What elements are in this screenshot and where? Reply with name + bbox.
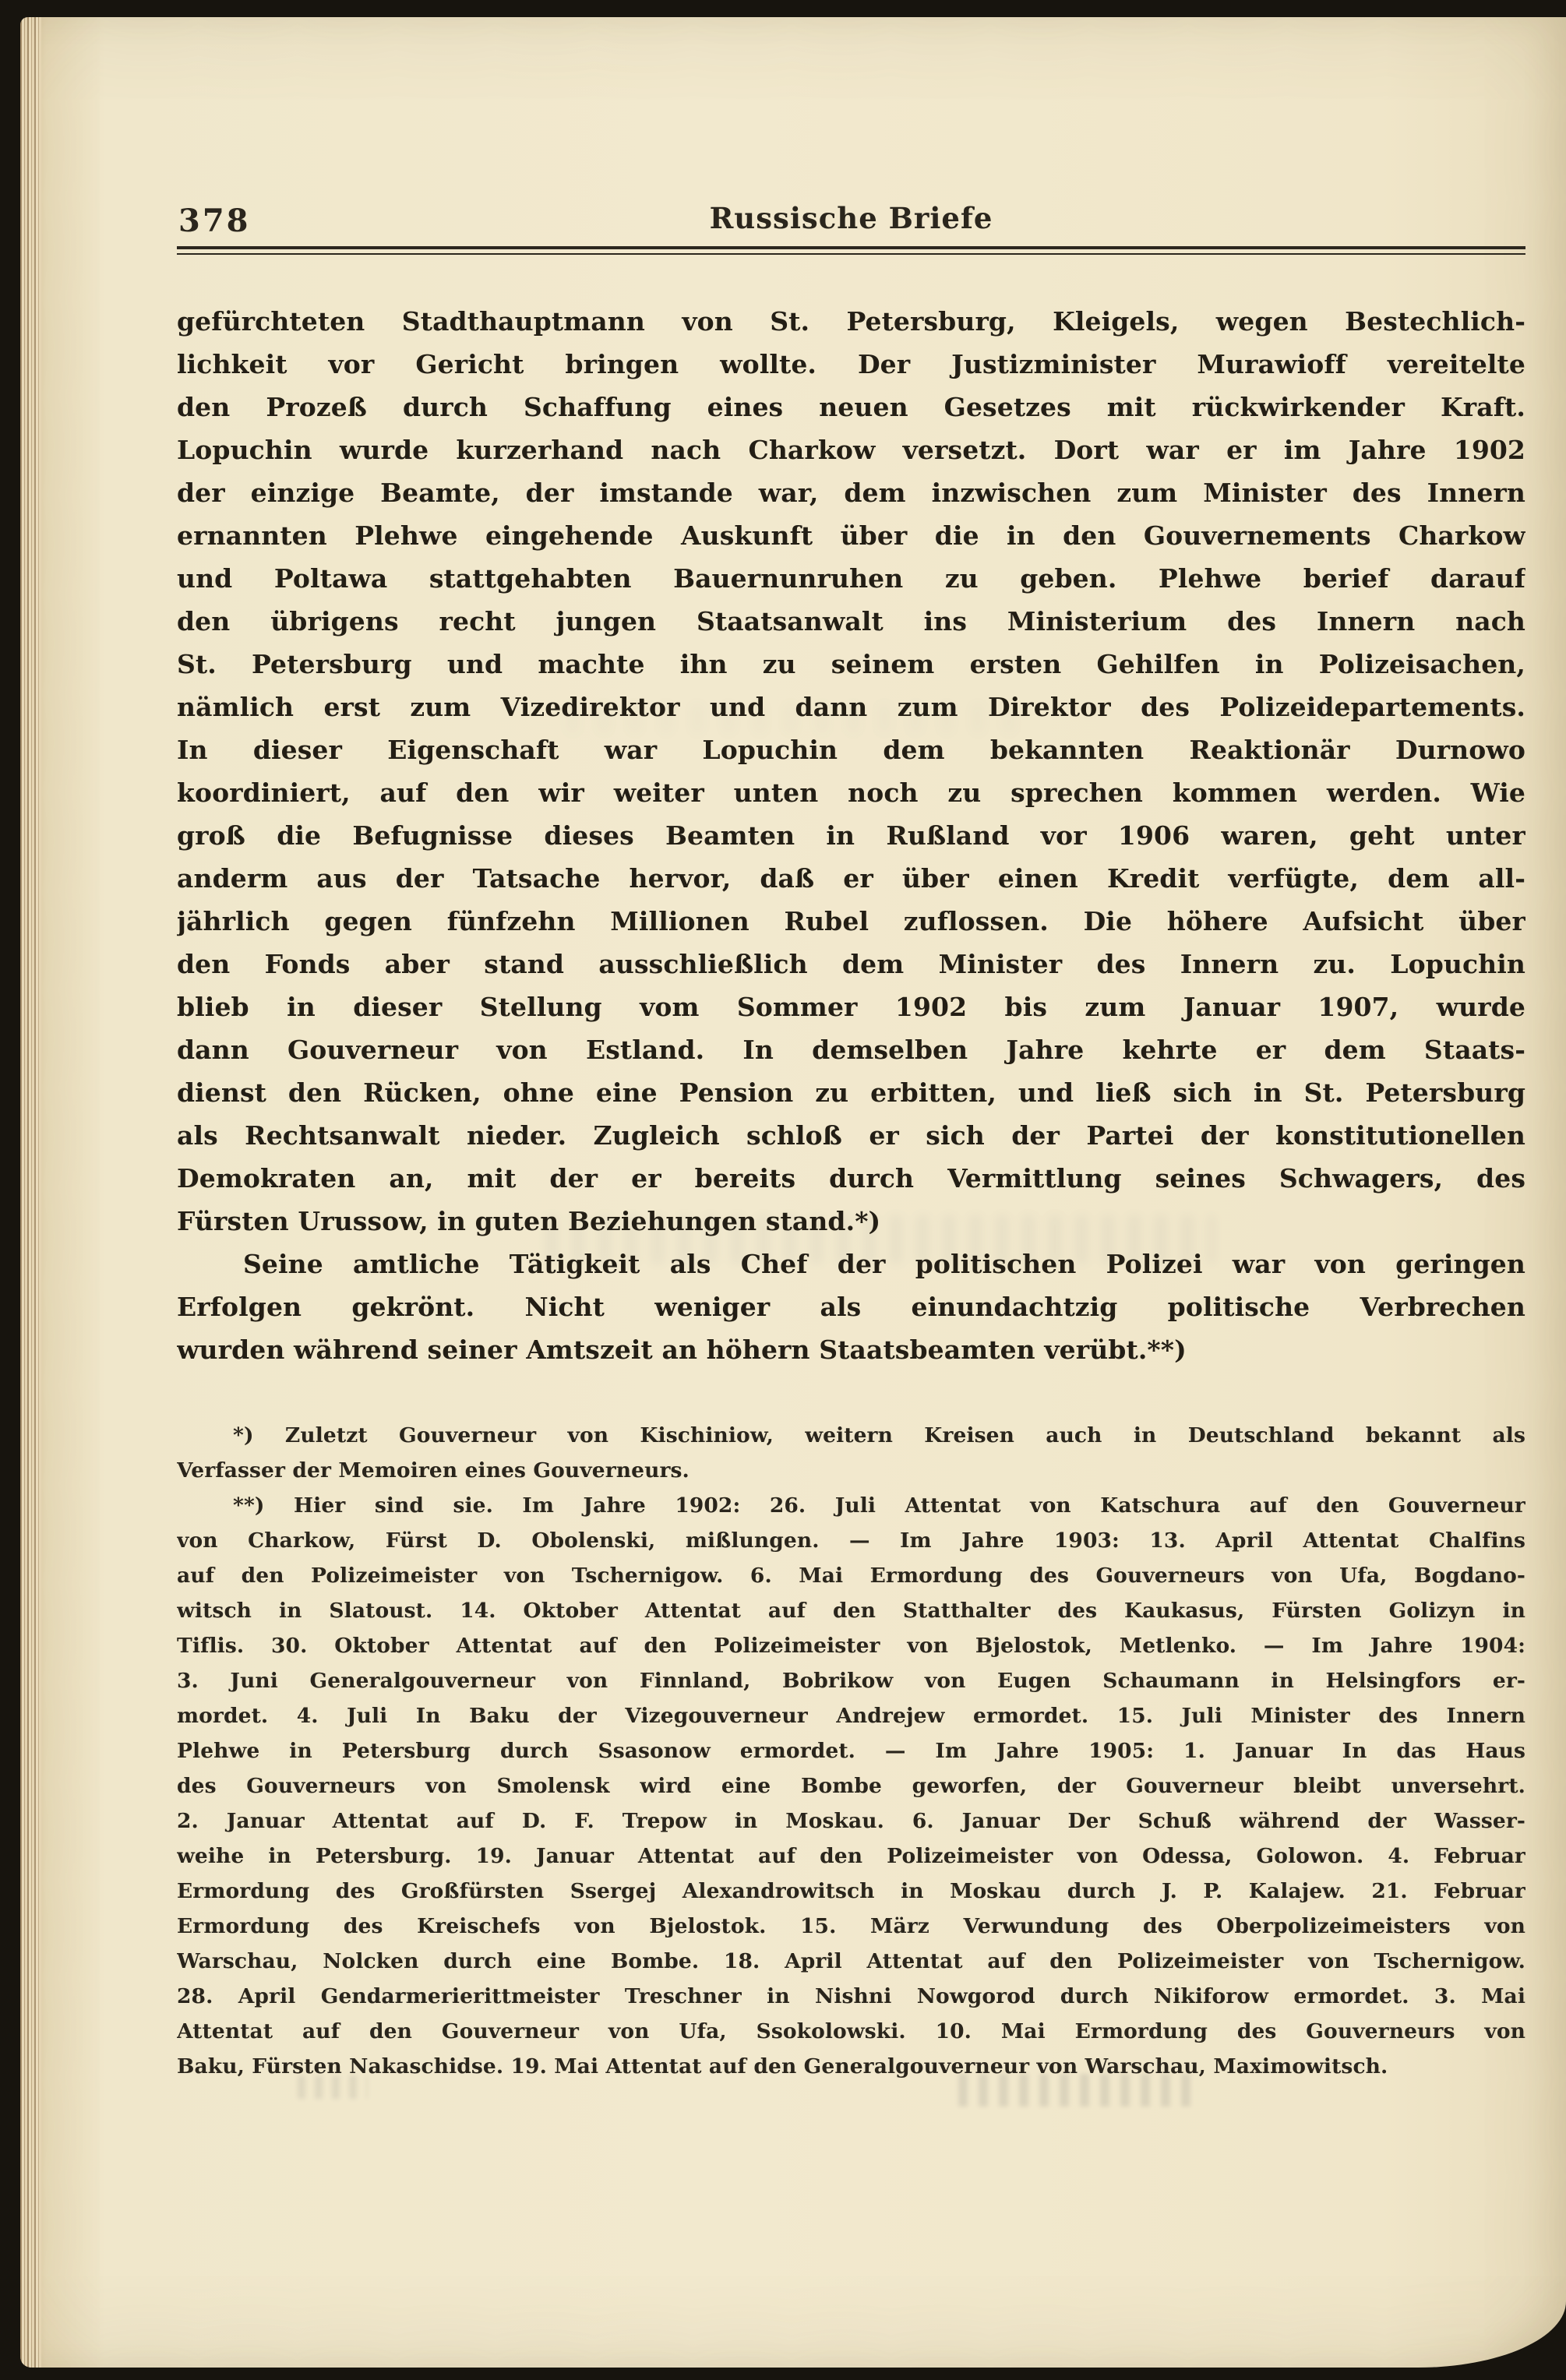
text-column [177,201,1525,2084]
text-line: Baku, Fürsten Nakaschidse. 19. Mai Attentat auf den Generalgouverneur von Warschau, Maximowitsch. [177,2054,1388,2079]
text-line: lichkeit vor Gericht bringen wollte. Der Justizminister Murawioff vereitelte [177,349,1525,379]
text-line: wurden während seiner Amtszeit an höhern Staatsbeamten verübt.**) [177,1335,1187,1365]
book-page [20,17,1566,2368]
text-line: Fürsten Urussow, in guten Beziehungen stand.*) [177,1206,881,1236]
page-header [177,201,1525,242]
paragraph-1 [177,300,1525,1243]
text-line: witsch in Slatoust. 14. Oktober Attentat auf den Statthalter des Kaukasus, Fürsten Golizyn in [177,1599,1525,1623]
text-line: Warschau, Nolcken durch eine Bombe. 18. April Attentat auf den Polizeimeister von Tschernigow. [177,1949,1525,1973]
text-line: jährlich gegen fünfzehn Millionen Rubel zuflossen. Die höhere Aufsicht über [177,906,1525,936]
text-line: In dieser Eigenschaft war Lopuchin dem bekannten Reaktionär Durnowo [177,735,1525,765]
text-line: Ermordung des Großfürsten Ssergej Alexandrowitsch in Moskau durch J. P. Kalajew. 21. Februar [177,1879,1525,1903]
text-line: dienst den Rücken, ohne eine Pension zu erbitten, und ließ sich in St. Petersburg [177,1077,1525,1108]
text-line: als Rechtsanwalt nieder. Zugleich schloß er sich der Partei der konstitutionellen [177,1120,1525,1151]
text-line: Erfolgen gekrönt. Nicht weniger als einundachtzig politische Verbrechen [177,1292,1525,1322]
text-line: Ermordung des Kreischefs von Bjelostok. 15. März Verwundung des Oberpolizeimeisters von [177,1914,1525,1938]
text-line: auf den Polizeimeister von Tschernigow. 6. Mai Ermordung des Gouverneurs von Ufa, Bogdano- [177,1564,1525,1588]
text-line: groß die Befugnisse dieses Beamten in Rußland vor 1906 waren, geht unter [177,820,1525,851]
text-line: gefürchteten Stadthauptmann von St. Petersburg, Kleigels, wegen Bestechlich- [177,306,1525,337]
text-line: nämlich erst zum Vizedirektor und dann zum Direktor des Polizeidepartements. [177,692,1525,722]
text-line: den übrigens recht jungen Staatsanwalt ins Ministerium des Innern nach [177,606,1525,636]
page-number: 378 [178,203,251,239]
text-line: ernannten Plehwe eingehende Auskunft über die in den Gouvernements Charkow [177,520,1525,551]
text-line: der einzige Beamte, der imstande war, dem inzwischen zum Minister des Innern [177,478,1525,508]
text-line: dann Gouverneur von Estland. In demselben Jahre kehrte er dem Staats- [177,1035,1525,1065]
running-title: Russische Briefe [709,201,993,235]
text-line: den Fonds aber stand ausschließlich dem Minister des Innern zu. Lopuchin [177,949,1525,979]
text-line: *) Zuletzt Gouverneur von Kischiniow, weitern Kreisen auch in Deutschland bekannt als [233,1423,1525,1447]
text-line: den Prozeß durch Schaffung eines neuen Gesetzes mit rückwirkender Kraft. [177,392,1525,422]
text-line: Plehwe in Petersburg durch Ssasonow ermordet. — Im Jahre 1905: 1. Januar In das Haus [177,1739,1525,1763]
text-line: **) Hier sind sie. Im Jahre 1902: 26. Juli Attentat von Katschura auf den Gouverneur [233,1493,1525,1518]
text-line: blieb in dieser Stellung vom Sommer 1902 bis zum Januar 1907, wurde [177,992,1525,1022]
text-line: 28. April Gendarmerierittmeister Treschner in Nishni Nowgorod durch Nikiforow ermordet. 3. Mai [177,1984,1525,2008]
text-line: Tiflis. 30. Oktober Attentat auf den Polizeimeister von Bjelostok, Metlenko. — Im Jahre 1904: [177,1634,1525,1658]
page-edge-stack [20,17,41,2368]
text-line: Lopuchin wurde kurzerhand nach Charkow versetzt. Dort war er im Jahre 1902 [177,435,1525,465]
text-line: und Poltawa stattgehabten Bauernunruhen zu geben. Plehwe berief darauf [177,563,1525,594]
header-rule [177,246,1525,255]
text-line: Demokraten an, mit der er bereits durch Vermittlung seines Schwagers, des [177,1163,1525,1194]
text-line: mordet. 4. Juli In Baku der Vizegouverneur Andrejew ermordet. 15. Juli Minister des Innern [177,1704,1525,1728]
text-line: anderm aus der Tatsache hervor, daß er über einen Kredit verfügte, dem all- [177,863,1525,894]
text-line: Attentat auf den Gouverneur von Ufa, Ssokolowski. 10. Mai Ermordung des Gouverneurs von [177,2019,1525,2043]
footnote-1 [177,1418,1525,1488]
text-line: 3. Juni Generalgouverneur von Finnland, Bobrikow von Eugen Schaumann in Helsingfors er- [177,1669,1525,1693]
text-line: von Charkow, Fürst D. Obolenski, mißlungen. — Im Jahre 1903: 13. April Attentat Chalfins [177,1528,1525,1553]
text-line: Verfasser der Memoiren eines Gouverneurs. [177,1458,690,1483]
main-text [177,300,1525,1371]
text-line: 2. Januar Attentat auf D. F. Trepow in Moskau. 6. Januar Der Schuß während der Wasser- [177,1809,1525,1833]
paragraph-2 [177,1243,1525,1371]
text-line: des Gouverneurs von Smolensk wird eine Bombe geworfen, der Gouverneur bleibt unversehrt. [177,1774,1525,1798]
text-line: weihe in Petersburg. 19. Januar Attentat auf den Polizeimeister von Odessa, Golowon. 4. Februar [177,1844,1525,1868]
footnotes-block [177,1418,1525,2084]
text-line: St. Petersburg und machte ihn zu seinem ersten Gehilfen in Polizeisachen, [177,649,1525,679]
text-line: koordiniert, auf den wir weiter unten noch zu sprechen kommen werden. Wie [177,777,1525,808]
footnote-2 [177,1488,1525,2084]
text-line: Seine amtliche Tätigkeit als Chef der politischen Polizei war von geringen [243,1249,1525,1279]
